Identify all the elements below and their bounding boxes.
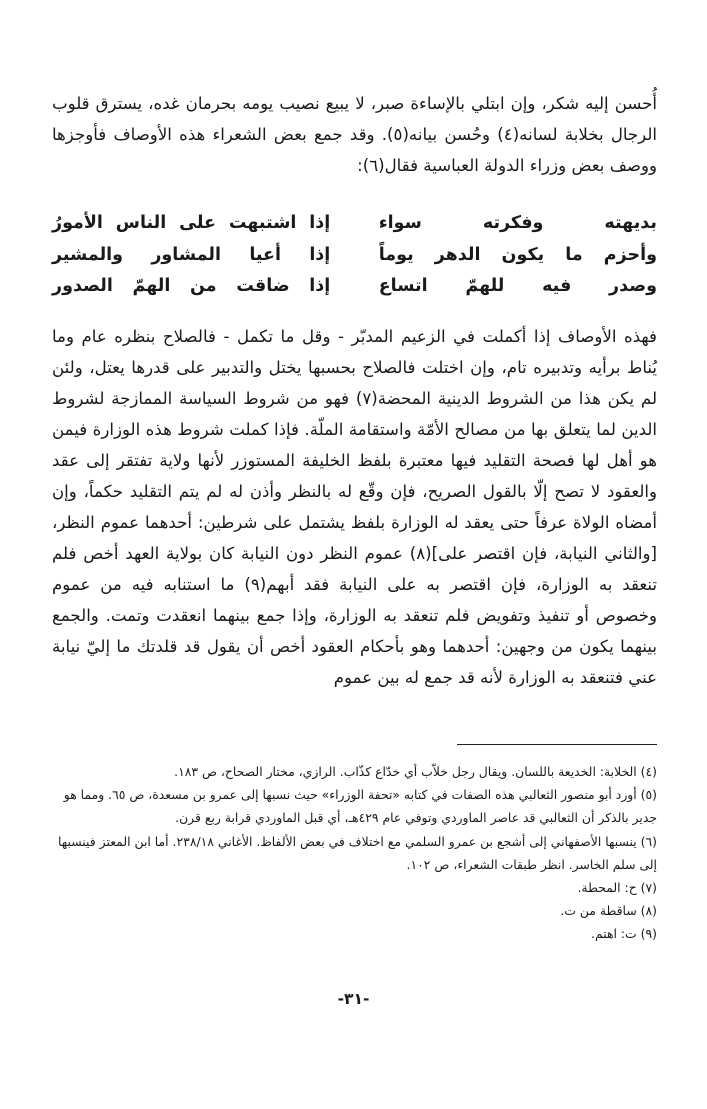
main-text [52,88,657,181]
paragraph-body: فهذه الأوصاف إذا أكملت في الزعيم المدبّر - وقل ما تكمل - فالصلاح بنظره عام وما يُناط برأيه وتدبيره تام، وإن اختلت فالصلاح بحسبها يختل والتدبير على قدرها يعتل، ولئن لم يكن هذا من الشروط الدينية المحضة(٧) فهو من شروط السياسة الممازجة لشروط الدين لما يتعلق بها من مصالح الأمّة واستقامة الملّة. فإذا كملت شروط هذه الوزارة فيمن هو أهل لها فصحة التقليد فيها معتبرة بلفظ الخليفة المستوزر لأنها ولاية تفتقر إلى عقد والعقود لا تصح إلّا بالقول الصريح، فإن وقّع له بالنظر وأذن له لم يتم التقليد حكماً، وإن أمضاه الولاة عرفاً حتى يعقد له الوزارة بلفظ يشتمل على شرطين: أحدهما عموم النظر، [والثاني النيابة، فإن اقتصر على](٨) عموم النظر دون النيابة كان بولاية العهد أخص فلم تنعقد به الوزارة، فإن اقتصر به على النيابة فقد أبهم(٩) ما استنابه فيه من عموم وخصوص أو تنفيذ وتفويض فلم تنعقد به الوزارة، وإذا جمع بينهما انعقدت وتمت. والجمع بينهما يكون من وجهين: أحدهما وهو بأحكام العقود أخص أن يقول قد قلدتك ما إليّ نيابة عني فتنعقد به الوزارة لأنه قد جمع له بين عموم [52,327,658,687]
footnote-9: (٩) ت: اهتم. [591,926,657,942]
footnote-8: (٨) ساقطة من ت. [560,903,657,919]
poem-hemistich-first: وأحزم ما يكون الدهر يوماً [378,244,657,265]
main-text-continued [52,321,657,693]
poem-hemistich-first: وصدر فيه للهمّ اتساع [378,276,657,296]
footnotes [52,760,657,946]
footnote-7: (٧) ح: المحطة. [577,880,657,896]
footnote-6: (٦) ينسبها الأصفهاني إلى أشجع بن عمرو السلمي مع اختلاف في بعض الألفاظ. الأغاني ٢٣٨/١٨. أما ابن المعتز فينسبها إلى سلم الخاسر. انظر طبقات الشعراء، ص ١٠٢. [58,833,657,872]
paragraph-intro: أُحسن إليه شكر، وإن ابتلي بالإساءة صبر، لا يبيع نصيب يومه بحرمان غده، يسترق قلوب الرجال بخلابة لسانه(٤) وحُسن بيانه(٥). وقد جمع بعض الشعراء هذه الأوصاف فأوجزها ووصف بعض وزراء الدولة العباسية فقال(٦): [52,94,658,175]
poem-hemistich-second: إذا أعيا المشاور والمشير [52,244,331,265]
poem-verse-1 [52,208,657,240]
footnote-5: (٥) أورد أبو منصور الثعالبي هذه الصفات في كتابه «تحفة الوزراء» حيث نسبها إلى عمرو بن مسعدة، ص ٦٥. ومما هو جدير بالذكر أن الثعالبي قد عاصر الماوردي وتوفي عام ٤٢٩هـ، أي قبل الماوردي قرابة ربع قرن. [63,787,657,826]
poem-verse-2 [52,240,657,272]
footnote-4: (٤) الخلابة: الخديعة باللسان. ويقال رجل خلاّب أي خدّاع كذّاب. الرازي، مختار الصحاح، ص ١٨٣. [174,764,657,779]
poem-hemistich-second: إذا اشتبهت على الناس الأمورُ [52,213,331,233]
footnote-divider [457,744,657,745]
poem [52,208,657,303]
page-number: -٣١- [337,990,370,1008]
poem-hemistich-second: إذا ضاقت من الهمّ الصدور [52,276,331,296]
poem-verse-3 [52,271,657,303]
poem-hemistich-first: بديهته وفكرته سواء [378,213,657,233]
